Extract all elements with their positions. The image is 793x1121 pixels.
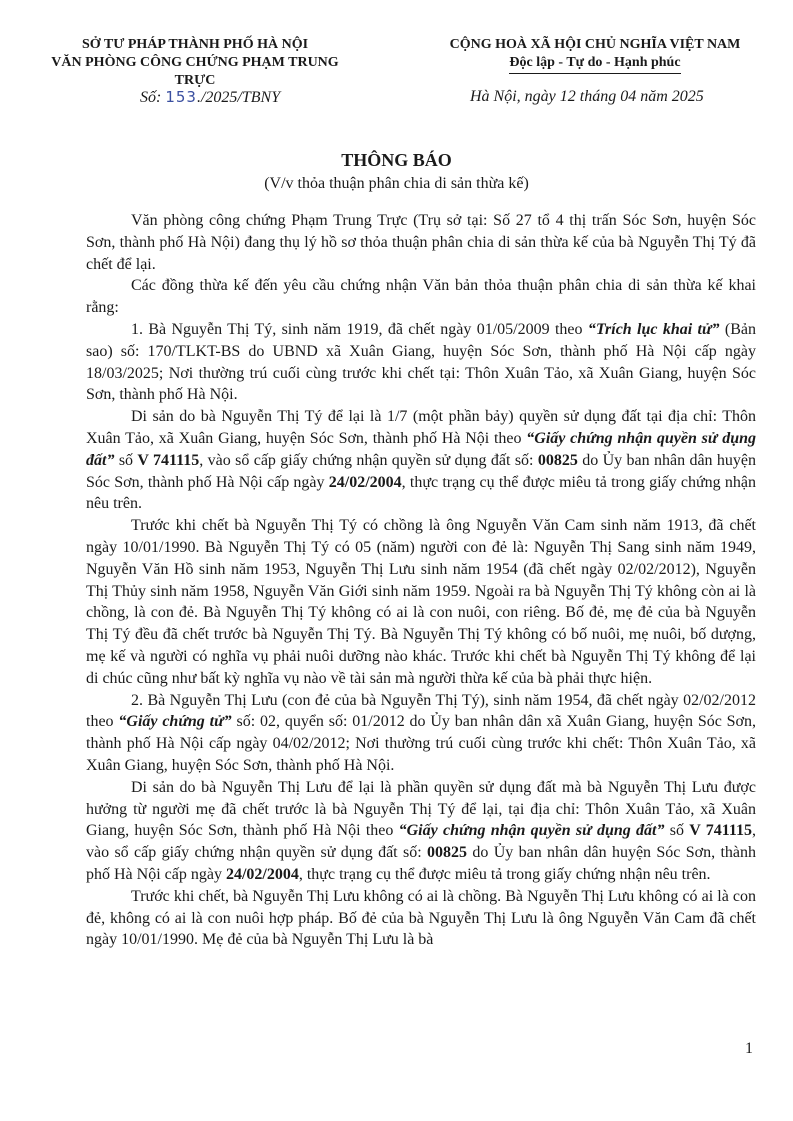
text-span: Di sản do bà Nguyễn Thị Tý để lại là 1/7 (một phần bảy) quyền sử dụng đất tại địa chỉ: Thôn Xuân Tảo, xã Xuân Giang, huyện Sóc Sơn, thành phố Hà Nội theo bbox=[86, 408, 756, 447]
document-number bbox=[140, 88, 280, 107]
issuer-department: SỞ TƯ PHÁP THÀNH PHỐ HÀ NỘI bbox=[81, 37, 309, 52]
emphasis-span: “Giấy chứng tử” bbox=[118, 713, 232, 731]
text-span: 1. Bà Nguyễn Thị Tý, sinh năm 1919, đã chết ngày 01/05/2009 theo bbox=[131, 320, 588, 338]
document-body bbox=[86, 210, 756, 951]
text-span: số bbox=[114, 451, 138, 469]
document-number-prefix: Số: bbox=[140, 89, 166, 106]
text-span: do Ủy ban nhân dân huyện Sóc Sơn, thành phố Hà Nội cấp ngày bbox=[86, 451, 757, 491]
text-span: số: 02, quyển số: 01/2012 do Ủy ban nhân dân xã Xuân Giang, huyện Sóc Sơn, thành phố Hà Nội cấp ngày 04/02/2012; Nơi thường trú cuối cùng trước khi chết: Thôn Xuân Tảo, xã Xuân Giang, huyện Sóc Sơn, thành phố Hà Nội. bbox=[86, 713, 757, 774]
nation-name: CỘNG HOÀ XÃ HỘI CHỦ NGHĨA VIỆT NAM bbox=[449, 37, 741, 52]
text-span: (Bản sao) số: 170/TLKT-BS do UBND xã Xuân Giang, huyện Sóc Sơn, thành phố Hà Nội cấp ngày 18/03/2025; Nơi thường trú cuối cùng trước khi chết tại: Thôn Xuân Tảo, xã Xuân Giang, huyện Sóc Sơn, thành phố Hà Nội. bbox=[86, 320, 757, 404]
paragraph-estate-1 bbox=[86, 406, 756, 515]
text-span: , thực trạng cụ thể được miêu tả trong giấy chứng nhận nêu trên. bbox=[298, 865, 711, 883]
text-span: , vào sổ cấp giấy chứng nhận quyền sử dụng đất số: bbox=[199, 451, 538, 469]
emphasis-span: “Giấy chứng nhận quyền sử dụng đất” bbox=[398, 822, 665, 840]
paragraph-deceased-1 bbox=[86, 319, 756, 406]
paragraph-estate-2 bbox=[86, 777, 756, 886]
paragraph-intro: Văn phòng công chứng Phạm Trung Trực (Trụ sở tại: Số 27 tổ 4 thị trấn Sóc Sơn, huyện Sóc Sơn, thành phố Hà Nội) đang thụ lý hồ sơ thỏa thuận phân chia di sản thừa kế của bà Nguyễn Thị Tý đã chết để lại. bbox=[86, 212, 756, 273]
document-subtitle: (V/v thỏa thuận phân chia di sản thừa kế) bbox=[264, 175, 529, 192]
paragraph-deceased-2 bbox=[86, 690, 756, 777]
bold-span: 24/02/2004 bbox=[328, 473, 402, 491]
text-span: 2. Bà Nguyễn Thị Lưu (con đẻ của bà Nguyễn Thị Tý), sinh năm 1954, đã chết ngày 02/02/2012 theo bbox=[86, 691, 756, 731]
paragraph-family-1: Trước khi chết bà Nguyễn Thị Tý có chồng là ông Nguyễn Văn Cam sinh năm 1913, đã chết ngày 10/01/1990. Bà Nguyễn Thị Tý có 05 (năm) người con đẻ là: Nguyễn Thị Sang sinh năm 1949, Nguyễn Văn Hồ sinh năm 1953, Nguyễn Thị Lưu sinh năm 1954 (đã chết ngày 02/02/2012), Nguyễn Thị Thủy sinh năm 1958, Nguyễn Văn Giới sinh năm 1959. Ngoài ra bà Nguyễn Thị Tý không còn ai là chồng, là con đẻ. Bà Nguyễn Thị Tý không có ai là con nuôi, con riêng. Bố đẻ, mẹ đẻ của bà Nguyễn Thị Tý đều đã chết trước bà Nguyễn Thị Tý. Bà Nguyễn Thị Tý không có bố nuôi, mẹ nuôi, bố dượng, mẹ kế và người có nghĩa vụ phải nuôi dưỡng nào khác. Trước khi chết bà Nguyễn Thị Tý không để lại di chúc cũng như bất kỳ nghĩa vụ nào về tài sản mà người thừa kế của bà phải thực hiện. bbox=[86, 517, 756, 687]
text-span: số bbox=[664, 822, 690, 840]
handwritten-number: 153 bbox=[165, 88, 197, 106]
issuer-office: VĂN PHÒNG CÔNG CHỨNG PHẠM TRUNG TRỰC bbox=[51, 55, 339, 88]
national-motto: Độc lập - Tự do - Hạnh phúc bbox=[509, 54, 680, 74]
emphasis-span: “Trích lục khai tử” bbox=[587, 320, 720, 338]
text-span: Di sản do bà Nguyễn Thị Lưu để lại là phần quyền sử dụng đất mà bà Nguyễn Thị Lưu được hưởng từ người mẹ đã chết trước là bà Nguyễn Thị Tý để lại, tại địa chỉ: Thôn Xuân Tảo, xã Xuân Giang, huyện Sóc Sơn, thành phố Hà Nội theo bbox=[86, 778, 756, 840]
bold-span: V 741115 bbox=[689, 822, 753, 840]
issuer-block bbox=[40, 36, 350, 90]
bold-span: 00825 bbox=[537, 451, 578, 469]
date-line: Hà Nội, ngày 12 tháng 04 năm 2025 bbox=[470, 88, 704, 105]
document-title: THÔNG BÁO bbox=[341, 150, 452, 170]
page-number: 1 bbox=[745, 1040, 753, 1057]
text-span: , thực trạng cụ thể được miêu tả trong giấy chứng nhận nêu trên. bbox=[86, 473, 756, 513]
text-span: do Ủy ban nhân dân huyện Sóc Sơn, thành phố Hà Nội cấp ngày bbox=[86, 844, 756, 883]
text-span: , vào sổ cấp giấy chứng nhận quyền sử dụng đất số: bbox=[86, 822, 757, 862]
document-number-suffix: ./2025/TBNY bbox=[196, 89, 281, 106]
national-header bbox=[430, 36, 760, 74]
bold-span: 24/02/2004 bbox=[225, 865, 299, 883]
bold-span: V 741115 bbox=[137, 451, 200, 469]
paragraph-declaration: Các đồng thừa kế đến yêu cầu chứng nhận Văn bản thỏa thuận phân chia di sản thừa kế khai rằng: bbox=[86, 277, 756, 317]
paragraph-family-2: Trước khi chết, bà Nguyễn Thị Lưu không có ai là chồng. Bà Nguyễn Thị Lưu không có ai là con đẻ, không có ai là con nuôi hợp pháp. Bố đẻ của bà Nguyễn Thị Lưu là ông Nguyễn Văn Cam đã chết ngày 10/01/1990. Mẹ đẻ của bà Nguyễn Thị Lưu là bà bbox=[86, 887, 756, 949]
emphasis-span: “Giấy chứng nhận quyền sử dụng đất” bbox=[86, 429, 757, 469]
bold-span: 00825 bbox=[427, 844, 467, 862]
